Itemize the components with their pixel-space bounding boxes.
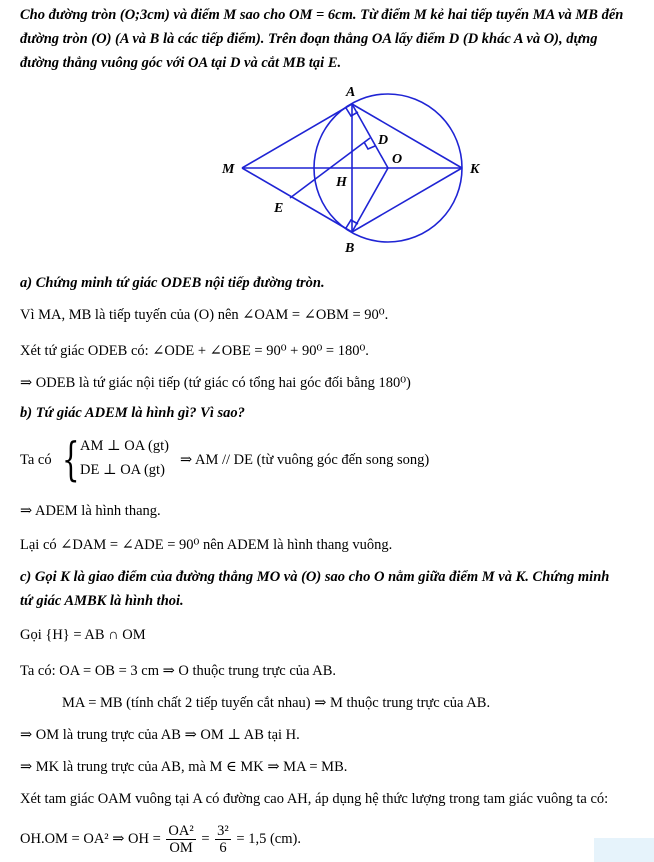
part-c-line-1: Gọi {H} = AB ∩ OM xyxy=(20,627,146,643)
fraction-3sq-6 xyxy=(215,823,231,856)
label-b: B xyxy=(345,241,355,256)
part-c-line-6: Xét tam giác OAM vuông tại A có đường cao AH, áp dụng hệ thức lượng trong tam giác vuông ta có: xyxy=(20,791,609,807)
label-m: M xyxy=(222,162,235,177)
label-d: D xyxy=(378,133,389,148)
problem-line-1: Cho đường tròn (O;3cm) và điểm M sao cho OM = 6cm. Từ điểm M kẻ hai tiếp tuyến MA và MB đến xyxy=(20,7,624,23)
segment-ak xyxy=(352,104,462,168)
label-k: K xyxy=(470,162,480,177)
part-c-heading-2: tứ giác AMBK là hình thoi. xyxy=(20,593,184,609)
label-o: O xyxy=(392,152,403,167)
part-c-line-4: ⇒ OM là trung trực của AB ⇒ OM ⊥ AB tại H. xyxy=(20,727,300,743)
label-a: A xyxy=(346,85,356,100)
ta-co-label: Ta có xyxy=(20,452,52,468)
part-b-line-2: Lại có ∠DAM = ∠ADE = 90⁰ nên ADEM là hình thang vuông. xyxy=(20,537,393,553)
problem-line-2: đường tròn (O) (A và B là các tiếp điểm). Trên đoạn thẳng OA lấy điểm D (D khác A và O), dựng xyxy=(20,31,598,47)
part-c-line-5: ⇒ MK là trung trực của AB, mà M ∈ MK ⇒ MA = MB. xyxy=(20,759,348,775)
brace-icon: { xyxy=(62,432,80,486)
part-a-line-3: ⇒ ODEB là tứ giác nội tiếp (tứ giác có tổng hai góc đối bằng 180⁰) xyxy=(20,375,411,391)
fraction-2-denominator: 6 xyxy=(219,840,227,857)
part-b-line-1: ⇒ ADEM là hình thang. xyxy=(20,503,161,519)
system-line-1: AM ⊥ OA (gt) xyxy=(80,438,169,454)
part-c-line-2: Ta có: OA = OB = 3 cm ⇒ O thuộc trung trực của AB. xyxy=(20,663,337,679)
formula-line xyxy=(20,822,301,856)
geometry-figure xyxy=(0,80,654,260)
watermark-corner xyxy=(594,838,654,862)
fraction-oa2-om xyxy=(166,823,195,856)
formula-equals: = xyxy=(201,831,210,847)
system-conclusion: ⇒ AM // DE (từ vuông góc đến song song) xyxy=(180,452,430,468)
fraction-1-denominator: OM xyxy=(169,840,193,857)
part-c-heading-1: c) Gọi K là giao điểm của đường thẳng MO và (O) sao cho O nằm giữa điểm M và K. Chứng minh xyxy=(20,569,610,585)
system-line-2: DE ⊥ OA (gt) xyxy=(80,462,165,478)
part-b-heading: b) Tứ giác ADEM là hình gì? Vì sao? xyxy=(20,405,245,421)
segment-bk xyxy=(352,168,462,232)
part-a-line-1: Vì MA, MB là tiếp tuyến của (O) nên ∠OAM = ∠OBM = 90⁰. xyxy=(20,307,389,323)
fraction-1-numerator: OA² xyxy=(168,823,194,840)
fraction-2-numerator: 3² xyxy=(217,823,229,840)
formula-left: OH.OM = OA² ⇒ OH = xyxy=(20,831,161,847)
part-a-line-2: Xét tứ giác ODEB có: ∠ODE + ∠OBE = 90⁰ + 90⁰ = 180⁰. xyxy=(20,343,369,359)
part-c-line-3: MA = MB (tính chất 2 tiếp tuyến cắt nhau) ⇒ M thuộc trung trực của AB. xyxy=(62,695,491,711)
label-e: E xyxy=(274,201,284,216)
problem-line-3: đường thẳng vuông góc với OA tại D và cắt MB tại E. xyxy=(20,55,342,71)
label-h: H xyxy=(336,175,347,190)
segment-ma xyxy=(242,104,352,168)
formula-right: = 1,5 (cm). xyxy=(236,831,301,847)
part-a-heading: a) Chứng minh tứ giác ODEB nội tiếp đường tròn. xyxy=(20,275,325,291)
